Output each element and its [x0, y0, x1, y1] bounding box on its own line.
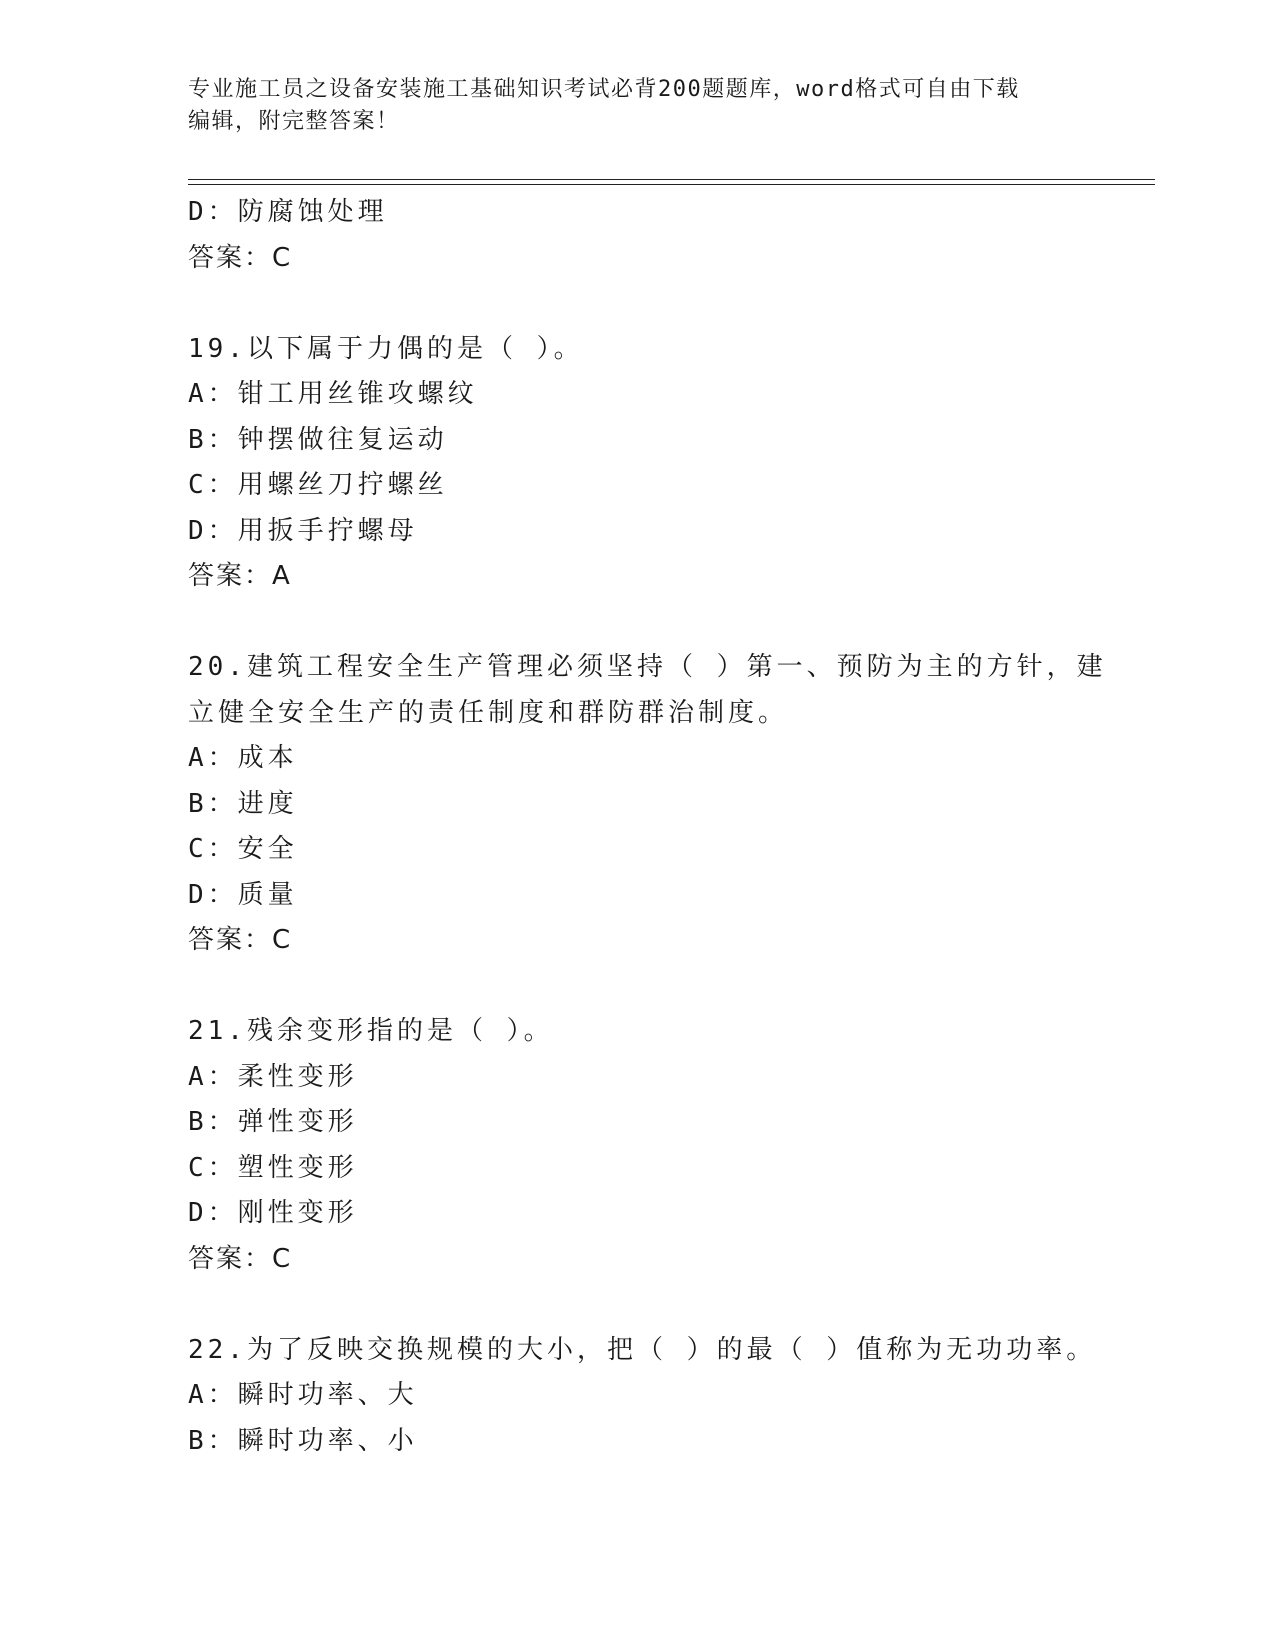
option-b: B：弹性变形 [188, 1107, 358, 1137]
option-d: D：刚性变形 [188, 1198, 358, 1228]
option-b: B：瞬时功率、小 [188, 1425, 418, 1456]
question-stem-20-line-1: 20.建筑工程安全生产管理必须坚持（ ）第一、预防为主的方针，建 [188, 652, 1107, 682]
question-stem-20-line-2: 立健全安全生产的责任制度和群防群治制度。 [188, 697, 789, 728]
header-divider-top [188, 179, 1155, 180]
question-stem-22: 22.为了反映交换规模的大小，把（ ）的最（ ）值称为无功功率。 [188, 1334, 1097, 1365]
spacer [188, 600, 1068, 646]
option-a: A：成本 [188, 743, 298, 773]
document-header [188, 74, 1088, 138]
answer-line: 答案：C [188, 1243, 293, 1274]
answer-line: 答案：C [188, 925, 293, 955]
option-c: C：安全 [188, 834, 298, 864]
spacer [188, 1282, 1068, 1328]
option-b: B：钟摆做往复运动 [188, 424, 448, 455]
option-b: B：进度 [188, 788, 298, 819]
question-content [188, 190, 1107, 1464]
answer-line: 答案：C [188, 242, 293, 273]
header-line-1: 专业施工员之设备安装施工基础知识考试必背200题题库，word格式可自由下载 [188, 77, 1020, 102]
header-line-2: 编辑，附完整答案！ [188, 109, 400, 134]
question-stem-21: 21.残余变形指的是（ ）。 [188, 1016, 554, 1046]
option-d: D：用扳手拧螺母 [188, 515, 418, 546]
option-a: A：钳工用丝锥攻螺纹 [188, 379, 478, 409]
option-d: D：防腐蚀处理 [188, 197, 388, 227]
question-stem-19: 19.以下属于力偶的是（ ）。 [188, 333, 584, 364]
header-divider-bottom [188, 184, 1155, 185]
option-a: A：瞬时功率、大 [188, 1380, 418, 1410]
option-d: D：质量 [188, 879, 298, 910]
answer-line: 答案：A [188, 561, 292, 591]
spacer [188, 964, 1068, 1010]
option-c: C：用螺丝刀拧螺丝 [188, 470, 448, 500]
option-a: A：柔性变形 [188, 1061, 358, 1092]
spacer [188, 281, 1068, 327]
option-c: C：塑性变形 [188, 1152, 358, 1183]
